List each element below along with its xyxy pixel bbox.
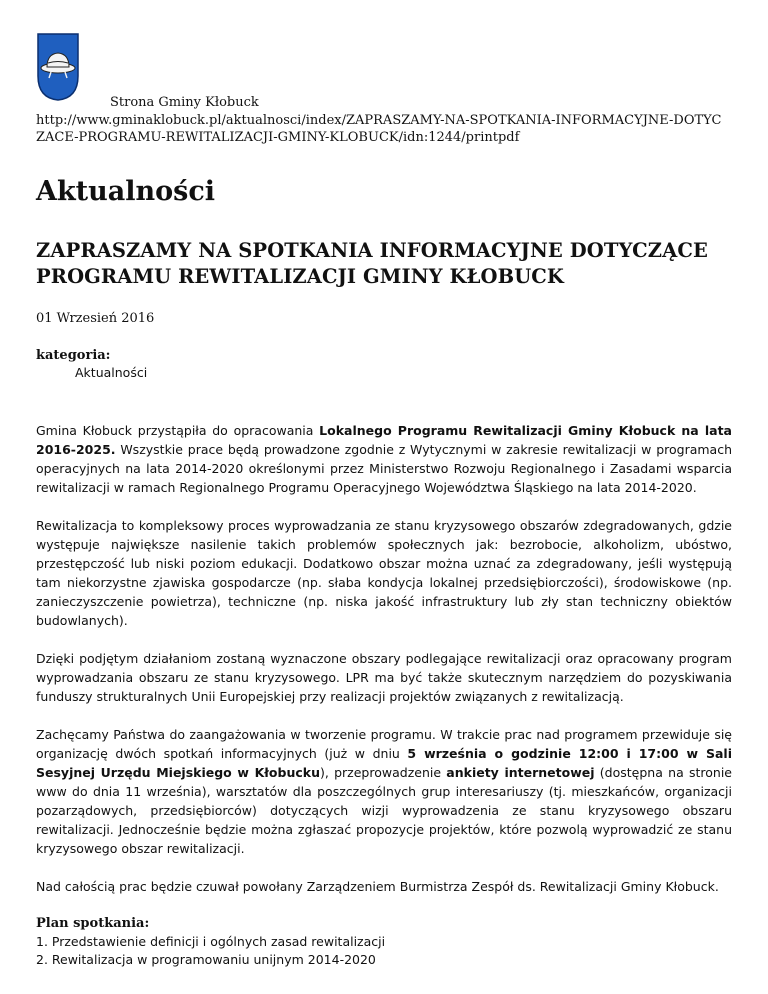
- article-date: 01 Wrzesień 2016: [36, 311, 155, 326]
- paragraph-1-text-c: Wszystkie prace będą prowadzone zgodnie z Wytycznymi w zakresie rewitalizacji w programach operacyjnych na lata 2014-2020 określonymi przez Ministerstwo Rozwoju Regionalnego i Zasadami wsparcia rewitalizacji w ramach Regionalnego Programu Operacyjnego Województwa Śląskiego na lata 2014-2020.: [36, 442, 732, 495]
- paragraph-4: [36, 725, 732, 858]
- section-title: Aktualności: [36, 176, 216, 207]
- category-value: Aktualności: [75, 365, 148, 380]
- article-title: ZAPRASZAMY NA SPOTKANIA INFORMACYJNE DOTYCZĄCE PROGRAMU REWITALIZACJI GMINY KŁOBUCK: [36, 239, 708, 288]
- plan-item: 2. Rewitalizacja w programowaniu unijnym 2014-2020: [36, 952, 376, 967]
- category-label: kategoria:: [36, 348, 111, 363]
- document-page: [36, 32, 732, 969]
- paragraph-4-text-e: (dostępna na stronie www do dnia 11 września), warsztatów dla poszczególnych grup interesariuszy (tj. mieszkańców, organizacji pozarządowych, przedsiębiorców) dotyczących wizji wyprowadzenia ze stanu kryzysowego obszaru rewitalizacji. Jednocześnie będzie można zgłaszać propozycje projektów, które pozwolą wyprowadzić ze stanu kryzysowego obszar rewitalizacji.: [36, 765, 733, 856]
- header: [36, 32, 732, 110]
- site-name: Strona Gminy Kłobuck: [110, 95, 259, 110]
- paragraph-1-text-a: Gmina Kłobuck przystąpiła do opracowania: [36, 423, 320, 438]
- paragraph-4-text-a: Zachęcamy Państwa do zaangażowania w tworzenie programu. W trakcie prac nad programem przewiduje się organizację dwóch spotkań informacyjnych (już w dniu: [36, 727, 732, 761]
- paragraph-3: Dzięki podjętym działaniom zostaną wyznaczone obszary podlegające rewitalizacji oraz opracowany program wyprowadzania obszaru ze stanu kryzysowego. LPR ma być także skutecznym narzędziem do pozyskiwania funduszy strukturalnych Unii Europejskiej przy realizacji projektów związanych z rewitalizacją.: [36, 651, 732, 704]
- source-url: http://www.gminaklobuck.pl/aktualnosci/index/ZAPRASZAMY-NA-SPOTKANIA-INFORMACYJNE-DOTYCZACE-PROGRAMU-REWITALIZACJI-GMINY-KLOBUCK/idn:1244/printpdf: [36, 113, 722, 145]
- paragraph-4-meeting-bold: 5 września o godzinie 12:00 i 17:00 w Sali Sesyjnej Urzędu Miejskiego w Kłobucku: [36, 746, 732, 780]
- paragraph-4-survey-bold: ankiety internetowej: [446, 765, 595, 780]
- paragraph-1-bold: Lokalnego Programu Rewitalizacji Gminy Kłobuck na lata 2016-2025.: [36, 423, 732, 457]
- plan-label: Plan spotkania:: [36, 916, 150, 931]
- paragraph-1: [36, 421, 732, 497]
- paragraph-5: Nad całością prac będzie czuwał powołany Zarządzeniem Burmistrza Zespół ds. Rewitalizacji Gminy Kłobuck.: [36, 879, 719, 894]
- municipal-coat-of-arms-hat-icon: [36, 32, 80, 102]
- paragraph-2: Rewitalizacja to kompleksowy proces wyprowadzania ze stanu kryzysowego obszarów zdegradowanych, gdzie występuje największe nasilenie takich problemów społecznych jak: bezrobocie, alkoholizm, ubóstwo, przestępczość lub niski poziom edukacji. Dodatkowo obszar można uznać za zdegradowany, jeśli występują tam niekorzystne zjawiska gospodarcze (np. słaba kondycja lokalnej przedsiębiorczości), środowiskowe (np. zanieczyszczenie powietrza), techniczne (np. niska jakość infrastruktury lub zły stan techniczny obiektów budowlanych).: [36, 518, 732, 628]
- paragraph-4-text-c: ), przeprowadzenie: [319, 765, 447, 780]
- plan-item: 1. Przedstawienie definicji i ogólnych zasad rewitalizacji: [36, 934, 386, 949]
